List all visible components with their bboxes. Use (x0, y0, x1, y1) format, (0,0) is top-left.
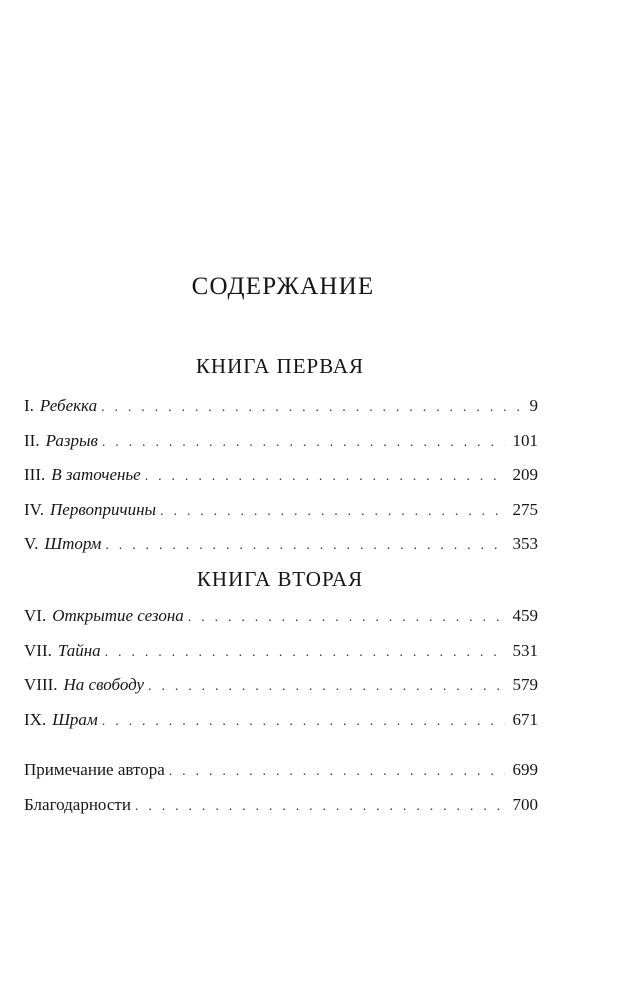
toc-entry[interactable] (24, 788, 538, 823)
chapter-title: В заточенье (51, 465, 141, 484)
chapter-number: II. (24, 430, 40, 450)
chapter-number: V. (24, 534, 39, 553)
chapter-title: Шторм (44, 534, 102, 553)
toc-entry[interactable] (24, 703, 538, 738)
dot-leader (102, 426, 505, 460)
dot-leader (169, 755, 505, 789)
dot-leader (188, 601, 505, 635)
page-number: 579 (512, 675, 538, 694)
chapter-number: III. (24, 465, 46, 484)
chapter-number: VII. (24, 640, 52, 660)
dot-leader (145, 460, 505, 494)
toc-entry[interactable] (24, 753, 538, 788)
back-matter-title: Благодарности (24, 794, 131, 814)
page-number: 700 (512, 794, 538, 814)
back-matter-list (24, 753, 538, 822)
book-one-chapter-list (24, 389, 538, 562)
chapter-number: IV. (24, 499, 44, 519)
toc-entry[interactable] (24, 634, 538, 669)
dot-leader (135, 790, 505, 824)
page-number: 209 (512, 465, 538, 484)
toc-entry[interactable] (24, 599, 538, 634)
chapter-number: IX. (24, 709, 47, 729)
chapter-title: На свободу (63, 675, 145, 694)
toc-entry[interactable] (24, 668, 538, 703)
chapter-number: VIII. (24, 675, 58, 694)
dot-leader (148, 670, 504, 704)
page-number: 9 (529, 396, 538, 415)
book-two-title: КНИГА ВТОРАЯ (196, 567, 364, 591)
contents-title: СОДЕРЖАНИЕ (191, 273, 375, 300)
chapter-title: Ребекка (39, 396, 98, 415)
back-matter-title: Примечание автора (24, 760, 165, 779)
toc-entry[interactable] (24, 424, 538, 459)
toc-entry[interactable] (24, 458, 538, 493)
dot-leader (160, 495, 504, 529)
toc-entry[interactable] (24, 527, 538, 562)
dot-leader (105, 636, 505, 670)
toc-entry[interactable] (24, 493, 538, 528)
page-number: 459 (512, 606, 538, 625)
page-number: 101 (512, 430, 538, 450)
dot-leader (105, 529, 504, 563)
page-number: 353 (512, 534, 538, 553)
chapter-number: I. (24, 396, 34, 415)
chapter-title: Шрам (52, 709, 98, 729)
chapter-title: Тайна (57, 640, 101, 660)
page-number: 671 (512, 709, 538, 729)
chapter-title: Разрыв (45, 430, 98, 450)
dot-leader (101, 391, 521, 425)
book-two-chapter-list (24, 599, 538, 737)
toc-entry[interactable] (24, 389, 538, 424)
page-number: 275 (512, 499, 538, 519)
chapter-title: Открытие сезона (52, 606, 184, 625)
book-one-title: КНИГА ПЕРВАЯ (195, 354, 365, 378)
page-number: 699 (512, 760, 538, 779)
page-number: 531 (512, 640, 538, 660)
dot-leader (102, 705, 505, 739)
chapter-title: Первопричины (50, 499, 157, 519)
chapter-number: VI. (24, 606, 47, 625)
